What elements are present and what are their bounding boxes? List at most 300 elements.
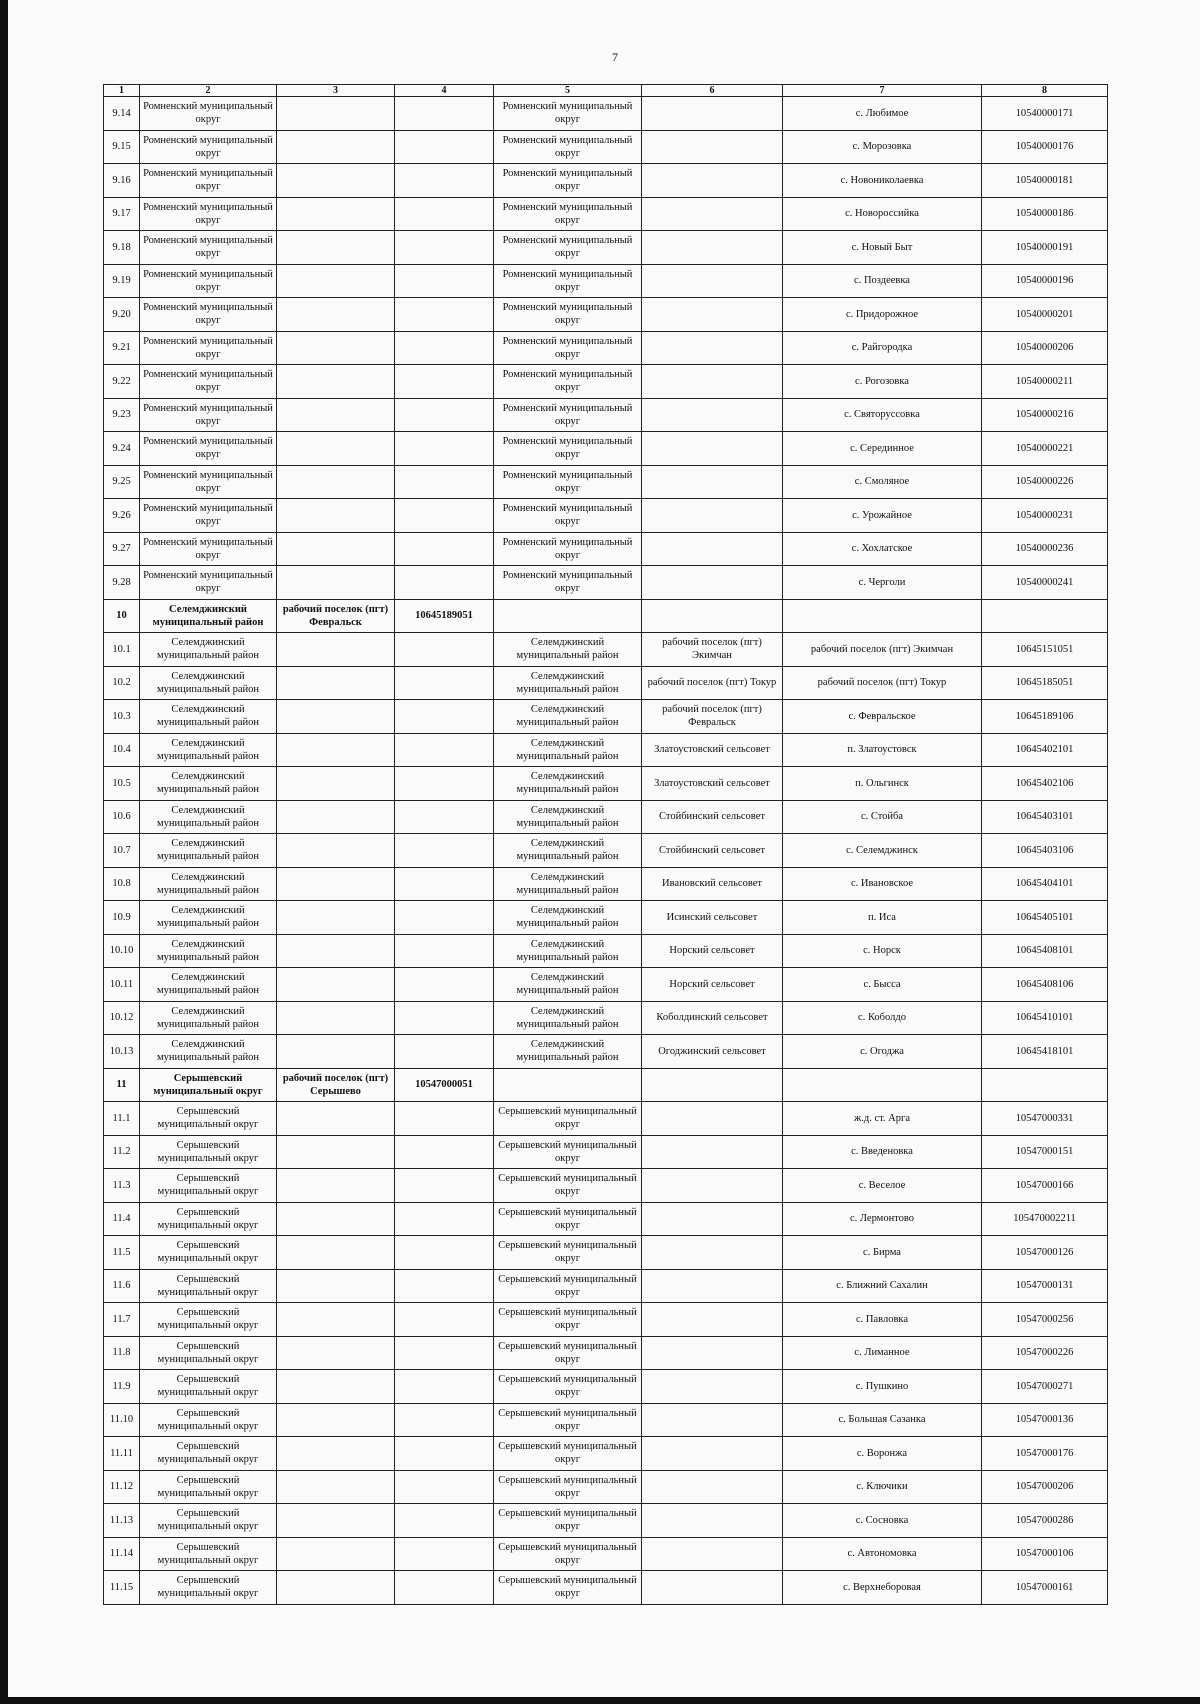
oktmo-code-cell: 10547000131 xyxy=(982,1269,1108,1303)
oktmo-code-cell: 10540000181 xyxy=(982,164,1108,198)
table-row xyxy=(104,1403,1108,1437)
column-header: 2 xyxy=(140,85,277,97)
oktmo-center-cell xyxy=(395,1370,494,1404)
municipality-cell: Селемджинский муниципальный район xyxy=(140,934,277,968)
settlement-cell xyxy=(642,1403,783,1437)
table-row xyxy=(104,365,1108,399)
oktmo-center-cell xyxy=(395,834,494,868)
row-number-cell: 9.19 xyxy=(104,264,140,298)
settlement-cell: Исинский сельсовет xyxy=(642,901,783,935)
row-number-cell: 9.22 xyxy=(104,365,140,399)
oktmo-code-cell: 10645403106 xyxy=(982,834,1108,868)
settlement-cell xyxy=(642,432,783,466)
admin-center-cell xyxy=(277,733,395,767)
row-number-cell: 11.10 xyxy=(104,1403,140,1437)
admin-center-cell xyxy=(277,231,395,265)
oktmo-code-cell: 10547000271 xyxy=(982,1370,1108,1404)
locality-cell: с. Святоруссовка xyxy=(783,398,982,432)
settlement-cell xyxy=(642,1269,783,1303)
admin-center-cell xyxy=(277,767,395,801)
oktmo-center-cell xyxy=(395,633,494,667)
settlement-cell xyxy=(642,1102,783,1136)
locality-cell: с. Селемджинск xyxy=(783,834,982,868)
row-number-cell: 10.9 xyxy=(104,901,140,935)
municipality-cell: Серышевский муниципальный округ xyxy=(140,1437,277,1471)
row-number-cell: 10.5 xyxy=(104,767,140,801)
oktmo-center-cell xyxy=(395,1169,494,1203)
table-row xyxy=(104,800,1108,834)
oktmo-code-cell: 10547000161 xyxy=(982,1571,1108,1605)
oktmo-code-cell: 10540000206 xyxy=(982,331,1108,365)
oktmo-center-cell xyxy=(395,968,494,1002)
municipality-cell: Серышевский муниципальный округ xyxy=(140,1537,277,1571)
locality-cell: с. Бирма xyxy=(783,1236,982,1270)
page-number: 7 xyxy=(612,50,618,64)
admin-center-cell xyxy=(277,867,395,901)
locality-cell: с. Лермонтово xyxy=(783,1202,982,1236)
municipality-cell: Серышевский муниципальный округ xyxy=(140,1303,277,1337)
row-number-cell: 9.14 xyxy=(104,97,140,131)
settlement-cell xyxy=(642,398,783,432)
municipality-new-cell: Ромненский муниципальный округ xyxy=(494,432,642,466)
locality-cell: с. Урожайное xyxy=(783,499,982,533)
locality-cell: с. Воронжа xyxy=(783,1437,982,1471)
oktmo-code-cell xyxy=(982,599,1108,633)
admin-center-cell xyxy=(277,499,395,533)
admin-center-cell xyxy=(277,1370,395,1404)
municipality-new-cell: Серышевский муниципальный округ xyxy=(494,1202,642,1236)
locality-cell: с. Коболдо xyxy=(783,1001,982,1035)
oktmo-center-cell xyxy=(395,1437,494,1471)
municipality-new-cell: Ромненский муниципальный округ xyxy=(494,465,642,499)
settlement-cell: Стойбинский сельсовет xyxy=(642,800,783,834)
municipal-table xyxy=(103,84,1108,1605)
row-number-cell: 11.12 xyxy=(104,1470,140,1504)
municipality-new-cell: Серышевский муниципальный округ xyxy=(494,1571,642,1605)
oktmo-code-cell: 10540000236 xyxy=(982,532,1108,566)
municipality-cell: Серышевский муниципальный округ xyxy=(140,1068,277,1102)
oktmo-center-cell xyxy=(395,767,494,801)
admin-center-cell xyxy=(277,1303,395,1337)
municipality-new-cell: Селемджинский муниципальный район xyxy=(494,901,642,935)
oktmo-center-cell xyxy=(395,1470,494,1504)
table-row xyxy=(104,1169,1108,1203)
row-number-cell: 11.8 xyxy=(104,1336,140,1370)
oktmo-center-cell xyxy=(395,901,494,935)
admin-center-cell xyxy=(277,1437,395,1471)
oktmo-center-cell xyxy=(395,97,494,131)
oktmo-center-cell xyxy=(395,1269,494,1303)
locality-cell: с. Стойба xyxy=(783,800,982,834)
locality-cell: с. Новороссийка xyxy=(783,197,982,231)
settlement-cell: Златоустовский сельсовет xyxy=(642,733,783,767)
table-row xyxy=(104,97,1108,131)
oktmo-center-cell xyxy=(395,1102,494,1136)
settlement-cell xyxy=(642,1236,783,1270)
oktmo-code-cell: 10547000166 xyxy=(982,1169,1108,1203)
oktmo-center-cell xyxy=(395,398,494,432)
municipality-cell: Селемджинский муниципальный район xyxy=(140,666,277,700)
locality-cell: с. Бысса xyxy=(783,968,982,1002)
row-number-cell: 9.27 xyxy=(104,532,140,566)
municipality-new-cell: Селемджинский муниципальный район xyxy=(494,633,642,667)
municipality-new-cell: Ромненский муниципальный округ xyxy=(494,130,642,164)
row-number-cell: 11.13 xyxy=(104,1504,140,1538)
municipality-new-cell: Селемджинский муниципальный район xyxy=(494,666,642,700)
column-header: 4 xyxy=(395,85,494,97)
oktmo-center-cell xyxy=(395,1035,494,1069)
row-number-cell: 10.6 xyxy=(104,800,140,834)
locality-cell: с. Ивановское xyxy=(783,867,982,901)
oktmo-code-cell: 10547000206 xyxy=(982,1470,1108,1504)
oktmo-code-cell: 10540000241 xyxy=(982,566,1108,600)
municipality-cell: Ромненский муниципальный округ xyxy=(140,231,277,265)
settlement-cell xyxy=(642,1135,783,1169)
municipality-cell: Селемджинский муниципальный район xyxy=(140,633,277,667)
municipality-cell: Серышевский муниципальный округ xyxy=(140,1470,277,1504)
locality-cell: с. Рогозовка xyxy=(783,365,982,399)
oktmo-code-cell: 10547000176 xyxy=(982,1437,1108,1471)
row-number-cell: 11.3 xyxy=(104,1169,140,1203)
row-number-cell: 10.4 xyxy=(104,733,140,767)
oktmo-code-cell: 10547000136 xyxy=(982,1403,1108,1437)
municipality-new-cell xyxy=(494,599,642,633)
municipality-cell: Ромненский муниципальный округ xyxy=(140,432,277,466)
table-row xyxy=(104,264,1108,298)
municipality-cell: Селемджинский муниципальный район xyxy=(140,700,277,734)
settlement-cell: Огоджинский сельсовет xyxy=(642,1035,783,1069)
settlement-cell xyxy=(642,566,783,600)
municipality-new-cell: Ромненский муниципальный округ xyxy=(494,566,642,600)
table-row xyxy=(104,1035,1108,1069)
municipality-cell: Серышевский муниципальный округ xyxy=(140,1135,277,1169)
table-row xyxy=(104,968,1108,1002)
settlement-cell xyxy=(642,1571,783,1605)
municipality-new-cell: Серышевский муниципальный округ xyxy=(494,1336,642,1370)
locality-cell: с. Февральское xyxy=(783,700,982,734)
municipality-new-cell: Серышевский муниципальный округ xyxy=(494,1403,642,1437)
locality-cell: с. Лиманное xyxy=(783,1336,982,1370)
table-row xyxy=(104,733,1108,767)
row-number-cell: 9.21 xyxy=(104,331,140,365)
admin-center-cell xyxy=(277,968,395,1002)
row-number-cell: 11 xyxy=(104,1068,140,1102)
municipality-new-cell: Селемджинский муниципальный район xyxy=(494,700,642,734)
admin-center-cell: рабочий поселок (пгт) Февральск xyxy=(277,599,395,633)
oktmo-code-cell: 10547000106 xyxy=(982,1537,1108,1571)
municipality-new-cell: Серышевский муниципальный округ xyxy=(494,1236,642,1270)
municipality-cell: Ромненский муниципальный округ xyxy=(140,398,277,432)
municipality-cell: Серышевский муниципальный округ xyxy=(140,1202,277,1236)
settlement-cell xyxy=(642,1537,783,1571)
row-number-cell: 9.20 xyxy=(104,298,140,332)
row-number-cell: 11.7 xyxy=(104,1303,140,1337)
oktmo-code-cell: 10547000256 xyxy=(982,1303,1108,1337)
municipality-new-cell: Селемджинский муниципальный район xyxy=(494,1035,642,1069)
oktmo-center-cell xyxy=(395,465,494,499)
table-row xyxy=(104,834,1108,868)
admin-center-cell xyxy=(277,331,395,365)
oktmo-code-cell: 10547000286 xyxy=(982,1504,1108,1538)
table-row xyxy=(104,1336,1108,1370)
municipality-cell: Селемджинский муниципальный район xyxy=(140,968,277,1002)
oktmo-center-cell xyxy=(395,1001,494,1035)
settlement-cell: рабочий поселок (пгт) Токур xyxy=(642,666,783,700)
admin-center-cell: рабочий поселок (пгт) Серышево xyxy=(277,1068,395,1102)
locality-cell: с. Черголи xyxy=(783,566,982,600)
scan-border-bottom xyxy=(0,1697,1200,1704)
municipality-new-cell: Селемджинский муниципальный район xyxy=(494,867,642,901)
oktmo-center-cell xyxy=(395,1571,494,1605)
municipality-cell: Селемджинский муниципальный район xyxy=(140,599,277,633)
column-header: 6 xyxy=(642,85,783,97)
municipality-new-cell: Серышевский муниципальный округ xyxy=(494,1370,642,1404)
municipality-new-cell: Селемджинский муниципальный район xyxy=(494,1001,642,1035)
oktmo-center-cell xyxy=(395,867,494,901)
oktmo-center-cell xyxy=(395,130,494,164)
settlement-cell xyxy=(642,1504,783,1538)
oktmo-code-cell: 105470002211 xyxy=(982,1202,1108,1236)
admin-center-cell xyxy=(277,1236,395,1270)
admin-center-cell xyxy=(277,432,395,466)
table-row xyxy=(104,398,1108,432)
admin-center-cell xyxy=(277,834,395,868)
settlement-cell xyxy=(642,264,783,298)
municipality-cell: Ромненский муниципальный округ xyxy=(140,197,277,231)
municipality-new-cell: Ромненский муниципальный округ xyxy=(494,264,642,298)
municipality-new-cell: Серышевский муниципальный округ xyxy=(494,1269,642,1303)
oktmo-center-cell xyxy=(395,1303,494,1337)
settlement-cell: Коболдинский сельсовет xyxy=(642,1001,783,1035)
oktmo-code-cell: 10645151051 xyxy=(982,633,1108,667)
locality-cell: п. Златоустовск xyxy=(783,733,982,767)
table-row xyxy=(104,867,1108,901)
table-row xyxy=(104,901,1108,935)
admin-center-cell xyxy=(277,365,395,399)
oktmo-center-cell xyxy=(395,1336,494,1370)
oktmo-code-cell: 10547000226 xyxy=(982,1336,1108,1370)
row-number-cell: 10.3 xyxy=(104,700,140,734)
municipality-cell: Селемджинский муниципальный район xyxy=(140,1035,277,1069)
settlement-cell xyxy=(642,164,783,198)
table-row xyxy=(104,1370,1108,1404)
settlement-cell xyxy=(642,1303,783,1337)
admin-center-cell xyxy=(277,1269,395,1303)
locality-cell: с. Норск xyxy=(783,934,982,968)
oktmo-code-cell: 10645408101 xyxy=(982,934,1108,968)
oktmo-code-cell: 10540000226 xyxy=(982,465,1108,499)
oktmo-center-cell xyxy=(395,566,494,600)
municipality-cell: Серышевский муниципальный округ xyxy=(140,1269,277,1303)
row-number-cell: 10.2 xyxy=(104,666,140,700)
municipality-new-cell: Серышевский муниципальный округ xyxy=(494,1437,642,1471)
oktmo-center-cell xyxy=(395,700,494,734)
row-number-cell: 9.16 xyxy=(104,164,140,198)
oktmo-center-cell xyxy=(395,432,494,466)
settlement-cell xyxy=(642,365,783,399)
settlement-cell: рабочий поселок (пгт) Февральск xyxy=(642,700,783,734)
row-number-cell: 9.18 xyxy=(104,231,140,265)
oktmo-code-cell: 10645402101 xyxy=(982,733,1108,767)
locality-cell: с. Хохлатское xyxy=(783,532,982,566)
admin-center-cell xyxy=(277,1504,395,1538)
admin-center-cell xyxy=(277,298,395,332)
admin-center-cell xyxy=(277,1202,395,1236)
oktmo-code-cell: 10645402106 xyxy=(982,767,1108,801)
municipality-new-cell: Серышевский муниципальный округ xyxy=(494,1504,642,1538)
table-row xyxy=(104,1001,1108,1035)
municipality-new-cell: Селемджинский муниципальный район xyxy=(494,800,642,834)
settlement-cell xyxy=(642,197,783,231)
column-header: 8 xyxy=(982,85,1108,97)
locality-cell: п. Иса xyxy=(783,901,982,935)
row-number-cell: 9.17 xyxy=(104,197,140,231)
municipality-new-cell: Ромненский муниципальный округ xyxy=(494,197,642,231)
municipality-new-cell: Ромненский муниципальный округ xyxy=(494,298,642,332)
oktmo-center-cell xyxy=(395,1236,494,1270)
municipality-cell: Серышевский муниципальный округ xyxy=(140,1236,277,1270)
admin-center-cell xyxy=(277,130,395,164)
locality-cell: с. Автономовка xyxy=(783,1537,982,1571)
locality-cell: с. Сосновка xyxy=(783,1504,982,1538)
admin-center-cell xyxy=(277,398,395,432)
admin-center-cell xyxy=(277,1169,395,1203)
municipality-cell: Селемджинский муниципальный район xyxy=(140,1001,277,1035)
locality-cell: с. Ключики xyxy=(783,1470,982,1504)
municipality-cell: Ромненский муниципальный округ xyxy=(140,532,277,566)
row-number-cell: 9.15 xyxy=(104,130,140,164)
municipality-cell: Ромненский муниципальный округ xyxy=(140,130,277,164)
oktmo-code-cell: 10540000221 xyxy=(982,432,1108,466)
municipality-cell: Селемджинский муниципальный район xyxy=(140,834,277,868)
admin-center-cell xyxy=(277,700,395,734)
municipality-new-cell: Серышевский муниципальный округ xyxy=(494,1135,642,1169)
oktmo-code-cell: 10540000176 xyxy=(982,130,1108,164)
oktmo-center-cell xyxy=(395,365,494,399)
column-number-header-row xyxy=(104,85,1108,97)
table-row xyxy=(104,1269,1108,1303)
admin-center-cell xyxy=(277,197,395,231)
table-row xyxy=(104,934,1108,968)
table-row xyxy=(104,1068,1108,1102)
municipality-new-cell: Серышевский муниципальный округ xyxy=(494,1303,642,1337)
table-row xyxy=(104,666,1108,700)
oktmo-center-cell xyxy=(395,298,494,332)
admin-center-cell xyxy=(277,1336,395,1370)
admin-center-cell xyxy=(277,164,395,198)
table-row xyxy=(104,432,1108,466)
municipality-cell: Серышевский муниципальный округ xyxy=(140,1169,277,1203)
row-number-cell: 10.13 xyxy=(104,1035,140,1069)
row-number-cell: 10.1 xyxy=(104,633,140,667)
municipality-cell: Селемджинский муниципальный район xyxy=(140,800,277,834)
settlement-cell xyxy=(642,298,783,332)
locality-cell: с. Веселое xyxy=(783,1169,982,1203)
municipality-new-cell: Ромненский муниципальный округ xyxy=(494,331,642,365)
municipality-new-cell: Селемджинский муниципальный район xyxy=(494,767,642,801)
row-number-cell: 11.2 xyxy=(104,1135,140,1169)
table-row xyxy=(104,231,1108,265)
locality-cell: с. Павловка xyxy=(783,1303,982,1337)
municipality-new-cell xyxy=(494,1068,642,1102)
row-number-cell: 10.12 xyxy=(104,1001,140,1035)
admin-center-cell xyxy=(277,633,395,667)
locality-cell: рабочий поселок (пгт) Экимчан xyxy=(783,633,982,667)
oktmo-center-cell xyxy=(395,666,494,700)
table-row xyxy=(104,767,1108,801)
row-number-cell: 10.10 xyxy=(104,934,140,968)
oktmo-code-cell: 10645408106 xyxy=(982,968,1108,1002)
municipality-cell: Серышевский муниципальный округ xyxy=(140,1571,277,1605)
table-row xyxy=(104,197,1108,231)
oktmo-center-cell xyxy=(395,264,494,298)
table-row xyxy=(104,1236,1108,1270)
settlement-cell xyxy=(642,1202,783,1236)
locality-cell: с. Новониколаевка xyxy=(783,164,982,198)
oktmo-center-cell xyxy=(395,532,494,566)
table-body xyxy=(104,85,1108,1605)
oktmo-code-cell: 10645404101 xyxy=(982,867,1108,901)
table-row xyxy=(104,1202,1108,1236)
row-number-cell: 11.14 xyxy=(104,1537,140,1571)
oktmo-code-cell: 10547000126 xyxy=(982,1236,1108,1270)
settlement-cell xyxy=(642,499,783,533)
locality-cell: с. Райгородка xyxy=(783,331,982,365)
municipality-cell: Ромненский муниципальный округ xyxy=(140,264,277,298)
municipality-cell: Ромненский муниципальный округ xyxy=(140,298,277,332)
oktmo-code-cell: 10645410101 xyxy=(982,1001,1108,1035)
column-header: 3 xyxy=(277,85,395,97)
admin-center-cell xyxy=(277,1035,395,1069)
oktmo-center-cell: 10645189051 xyxy=(395,599,494,633)
settlement-cell xyxy=(642,331,783,365)
table-row xyxy=(104,1537,1108,1571)
settlement-cell xyxy=(642,231,783,265)
admin-center-cell xyxy=(277,465,395,499)
settlement-cell: рабочий поселок (пгт) Экимчан xyxy=(642,633,783,667)
row-number-cell: 10 xyxy=(104,599,140,633)
table-row xyxy=(104,633,1108,667)
municipality-cell: Серышевский муниципальный округ xyxy=(140,1370,277,1404)
locality-cell: с. Придорожное xyxy=(783,298,982,332)
table-row xyxy=(104,599,1108,633)
oktmo-center-cell xyxy=(395,231,494,265)
admin-center-cell xyxy=(277,97,395,131)
municipality-cell: Серышевский муниципальный округ xyxy=(140,1102,277,1136)
oktmo-center-cell xyxy=(395,800,494,834)
table-row xyxy=(104,1303,1108,1337)
municipality-new-cell: Серышевский муниципальный округ xyxy=(494,1537,642,1571)
municipality-cell: Ромненский муниципальный округ xyxy=(140,365,277,399)
row-number-cell: 10.8 xyxy=(104,867,140,901)
row-number-cell: 11.9 xyxy=(104,1370,140,1404)
table-row xyxy=(104,331,1108,365)
scan-border-left xyxy=(0,0,8,1704)
municipality-cell: Серышевский муниципальный округ xyxy=(140,1336,277,1370)
row-number-cell: 11.1 xyxy=(104,1102,140,1136)
oktmo-code-cell: 10645405101 xyxy=(982,901,1108,935)
settlement-cell xyxy=(642,465,783,499)
locality-cell: с. Верхнеборовая xyxy=(783,1571,982,1605)
table-row xyxy=(104,1437,1108,1471)
oktmo-code-cell: 10645185051 xyxy=(982,666,1108,700)
municipality-cell: Селемджинский муниципальный район xyxy=(140,733,277,767)
row-number-cell: 10.11 xyxy=(104,968,140,1002)
municipality-new-cell: Ромненский муниципальный округ xyxy=(494,231,642,265)
oktmo-center-cell xyxy=(395,164,494,198)
admin-center-cell xyxy=(277,532,395,566)
locality-cell: с. Морозовка xyxy=(783,130,982,164)
